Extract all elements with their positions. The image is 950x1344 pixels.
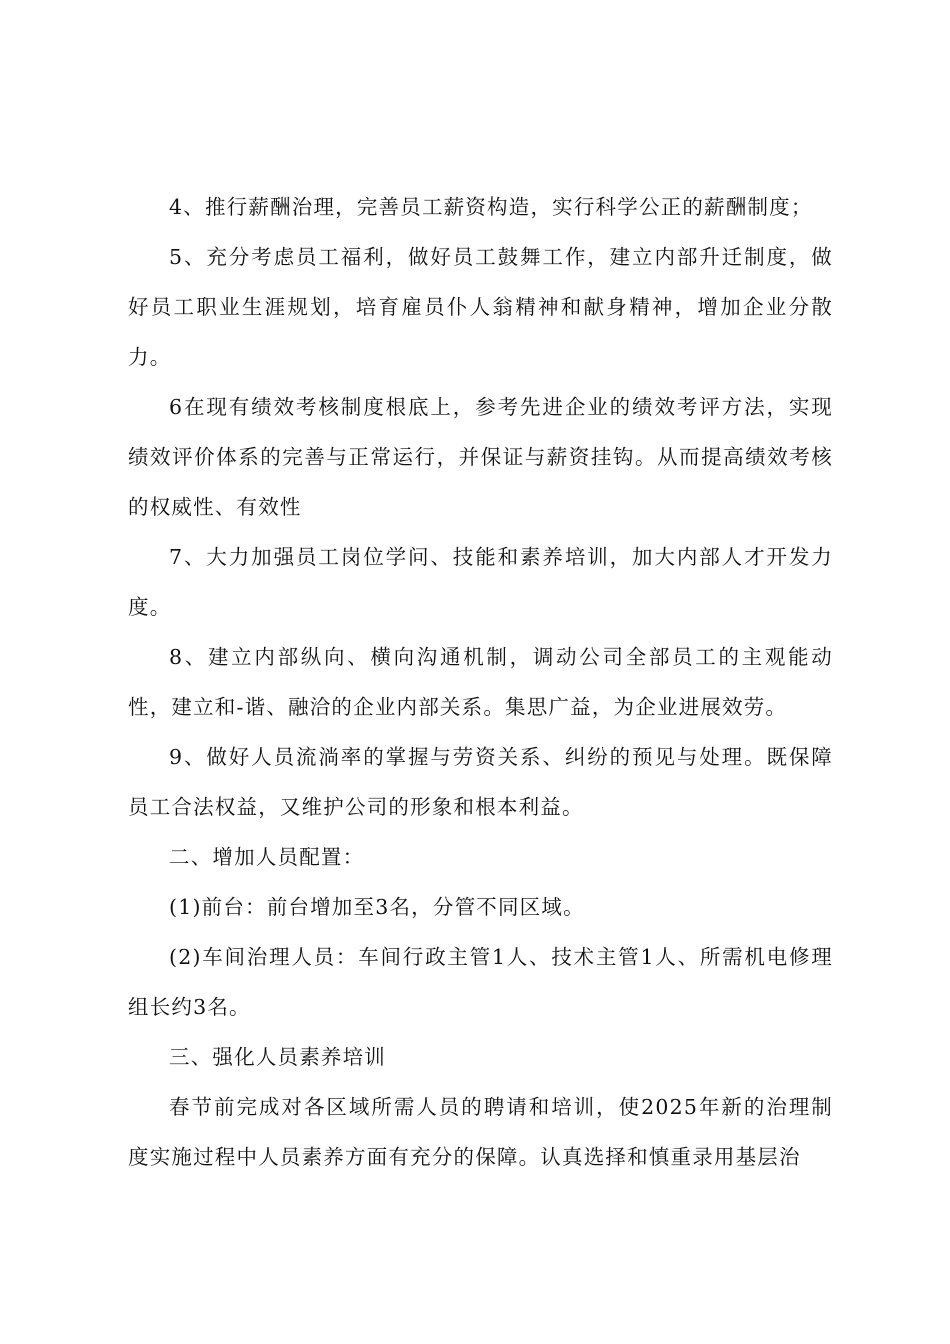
staffing-item-front-desk: (1)前台：前台增加至3名，分管不同区域。 bbox=[169, 895, 585, 919]
staffing-item-workshop: (2)车间治理人员：车间行政主管1人、技术主管1人、所需机电修理组长约3名。 bbox=[128, 945, 833, 1019]
section-heading-staffing: 二、增加人员配置： bbox=[169, 845, 365, 869]
training-paragraph: 春节前完成对各区域所需人员的聘请和培训，使2025年新的治理制度实施过程中人员素养方面有充分的保障。认真选择和慎重录用基层治 bbox=[128, 1095, 833, 1169]
paragraph-item-4: 4、推行薪酬治理，完善员工薪资构造，实行科学公正的薪酬制度； bbox=[169, 195, 813, 219]
paragraph-item-5: 5、充分考虑员工福利，做好员工鼓舞工作，建立内部升迁制度，做好员工职业生涯规划，培育雇员仆人翁精神和献身精神，增加企业分散力。 bbox=[128, 245, 833, 369]
paragraph-item-8: 8、建立内部纵向、横向沟通机制，调动公司全部员工的主观能动性，建立和-谐、融洽的企业内部关系。集思广益，为企业进展效劳。 bbox=[128, 645, 833, 719]
paragraph-item-9: 9、做好人员流淌率的掌握与劳资关系、纠纷的预见与处理。既保障员工合法权益，又维护公司的形象和根本利益。 bbox=[128, 745, 833, 819]
paragraph-item-7: 7、大力加强员工岗位学问、技能和素养培训，加大内部人才开发力度。 bbox=[128, 545, 833, 619]
document-body bbox=[128, 182, 833, 1182]
section-heading-training: 三、强化人员素养培训 bbox=[169, 1045, 386, 1069]
paragraph-item-6: 6在现有绩效考核制度根底上，参考先进企业的绩效考评方法，实现绩效评价体系的完善与正常运行，并保证与薪资挂钩。从而提高绩效考核的权威性、有效性 bbox=[128, 395, 833, 519]
